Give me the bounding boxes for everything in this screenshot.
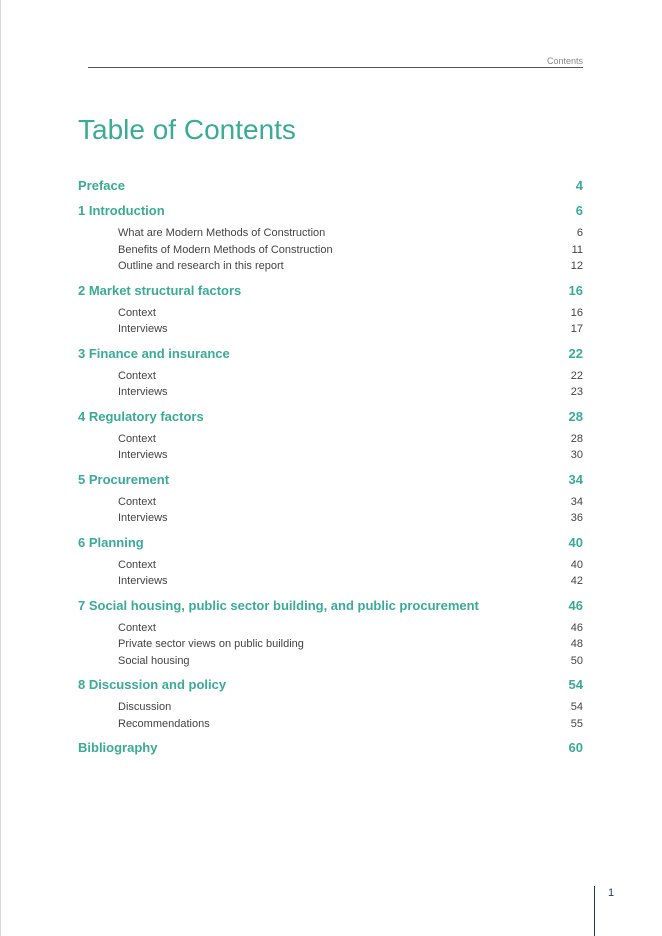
toc-entry-page: 54 [568,677,583,692]
toc-subentry[interactable] [78,496,583,513]
toc-subentry-page: 46 [570,621,583,634]
toc-subentry[interactable] [78,260,583,277]
header-rule [88,67,583,68]
toc-subentry-page: 28 [570,432,583,445]
toc-entry-page: 34 [568,471,583,487]
toc-subentry[interactable] [78,575,583,592]
toc-subentry-label: Context [118,621,156,634]
toc-subentry[interactable] [78,323,583,340]
toc-subentry-page: 11 [571,243,583,256]
toc-entry-label: Bibliography [78,740,158,755]
toc-subentry-page: 12 [570,260,583,272]
toc-entry-preface[interactable] [78,178,583,196]
toc-subentry[interactable] [78,638,583,655]
toc-entry-page: 4 [575,178,583,193]
toc-entry-page: 60 [568,740,583,755]
toc-subentry[interactable] [78,718,583,735]
toc-subentry[interactable] [78,370,583,387]
toc-subentry[interactable] [78,512,583,529]
toc-entry-page: 22 [568,345,583,361]
toc-subentry-page: 22 [570,369,583,382]
toc-entry-label: 3 Finance and insurance [78,345,230,361]
toc-subentry-label: What are Modern Methods of Construction [118,227,326,239]
toc-subentry-label: Discussion [118,701,172,713]
toc-entry-label: 2 Market structural factors [78,282,242,298]
toc-subentry-page: 17 [570,323,583,335]
page-number: 1 [608,887,615,899]
toc-subentry-label: Context [118,432,156,445]
toc-subentry-page: 50 [570,654,583,667]
toc-entry-page: 16 [568,282,583,298]
toc-subentry-page: 55 [570,717,583,730]
toc-chapter-2[interactable] [78,283,583,301]
toc-subentry-label: Interviews [118,575,168,587]
toc-subentry[interactable] [78,701,583,718]
toc-subentry[interactable] [78,622,583,639]
toc-chapter-4[interactable] [78,409,583,427]
running-header: Contents [546,56,583,66]
toc-subentry[interactable] [78,559,583,576]
toc-subentry-page: 23 [570,386,583,398]
toc-chapter-7[interactable] [78,598,583,616]
toc-subentry-label: Benefits of Modern Methods of Construction [118,243,333,256]
toc-subentry-label: Context [118,369,156,382]
toc-subentry-page: 16 [570,306,583,319]
toc-subentry[interactable] [78,244,583,261]
table-of-contents [78,178,583,758]
toc-subentry-label: Context [118,495,156,508]
toc-entry-page: 28 [568,408,583,424]
toc-subentry-label: Interviews [118,512,168,524]
toc-subentry-page: 30 [570,449,583,461]
toc-entry-page: 46 [568,597,583,613]
toc-subentry[interactable] [78,386,583,403]
toc-chapter-3[interactable] [78,346,583,364]
toc-subentry-label: Interviews [118,323,168,335]
toc-entry-label: 7 Social housing, public sector building, and public procurement [78,597,479,613]
toc-entry-page: 40 [568,534,583,550]
toc-subentry[interactable] [78,433,583,450]
toc-subentry-label: Outline and research in this report [118,260,284,272]
toc-entry-label: 4 Regulatory factors [78,408,204,424]
toc-subentry[interactable] [78,449,583,466]
toc-subentry-page: 34 [570,495,583,508]
toc-entry-bibliography[interactable] [78,740,583,758]
toc-subentry[interactable] [78,227,583,244]
footer-rule [594,886,595,936]
toc-subentry-label: Interviews [118,386,168,398]
toc-entry-label: 6 Planning [78,534,144,550]
page-title: Table of Contents [78,114,296,145]
toc-chapter-6[interactable] [78,535,583,553]
toc-chapter-1[interactable] [78,203,583,221]
toc-subentry-label: Private sector views on public building [118,638,304,650]
toc-entry-label: 5 Procurement [78,471,170,487]
toc-subentry-page: 6 [576,227,583,239]
toc-subentry[interactable] [78,655,583,672]
toc-subentry[interactable] [78,307,583,324]
toc-entry-label: 8 Discussion and policy [78,677,227,692]
toc-entry-label: 1 Introduction [78,203,165,218]
toc-chapter-5[interactable] [78,472,583,490]
toc-subentry-label: Context [118,558,156,571]
toc-entry-page: 6 [575,203,583,218]
toc-subentry-page: 42 [570,575,583,587]
toc-subentry-page: 36 [570,512,583,524]
toc-subentry-label: Recommendations [118,717,210,730]
toc-entry-label: Preface [78,178,125,193]
toc-chapter-8[interactable] [78,677,583,695]
toc-subentry-page: 48 [570,638,583,650]
toc-subentry-label: Social housing [118,654,190,667]
toc-subentry-label: Context [118,306,156,319]
toc-subentry-page: 40 [570,558,583,571]
toc-subentry-page: 54 [570,701,583,713]
toc-subentry-label: Interviews [118,449,168,461]
page-edge [0,0,1,936]
